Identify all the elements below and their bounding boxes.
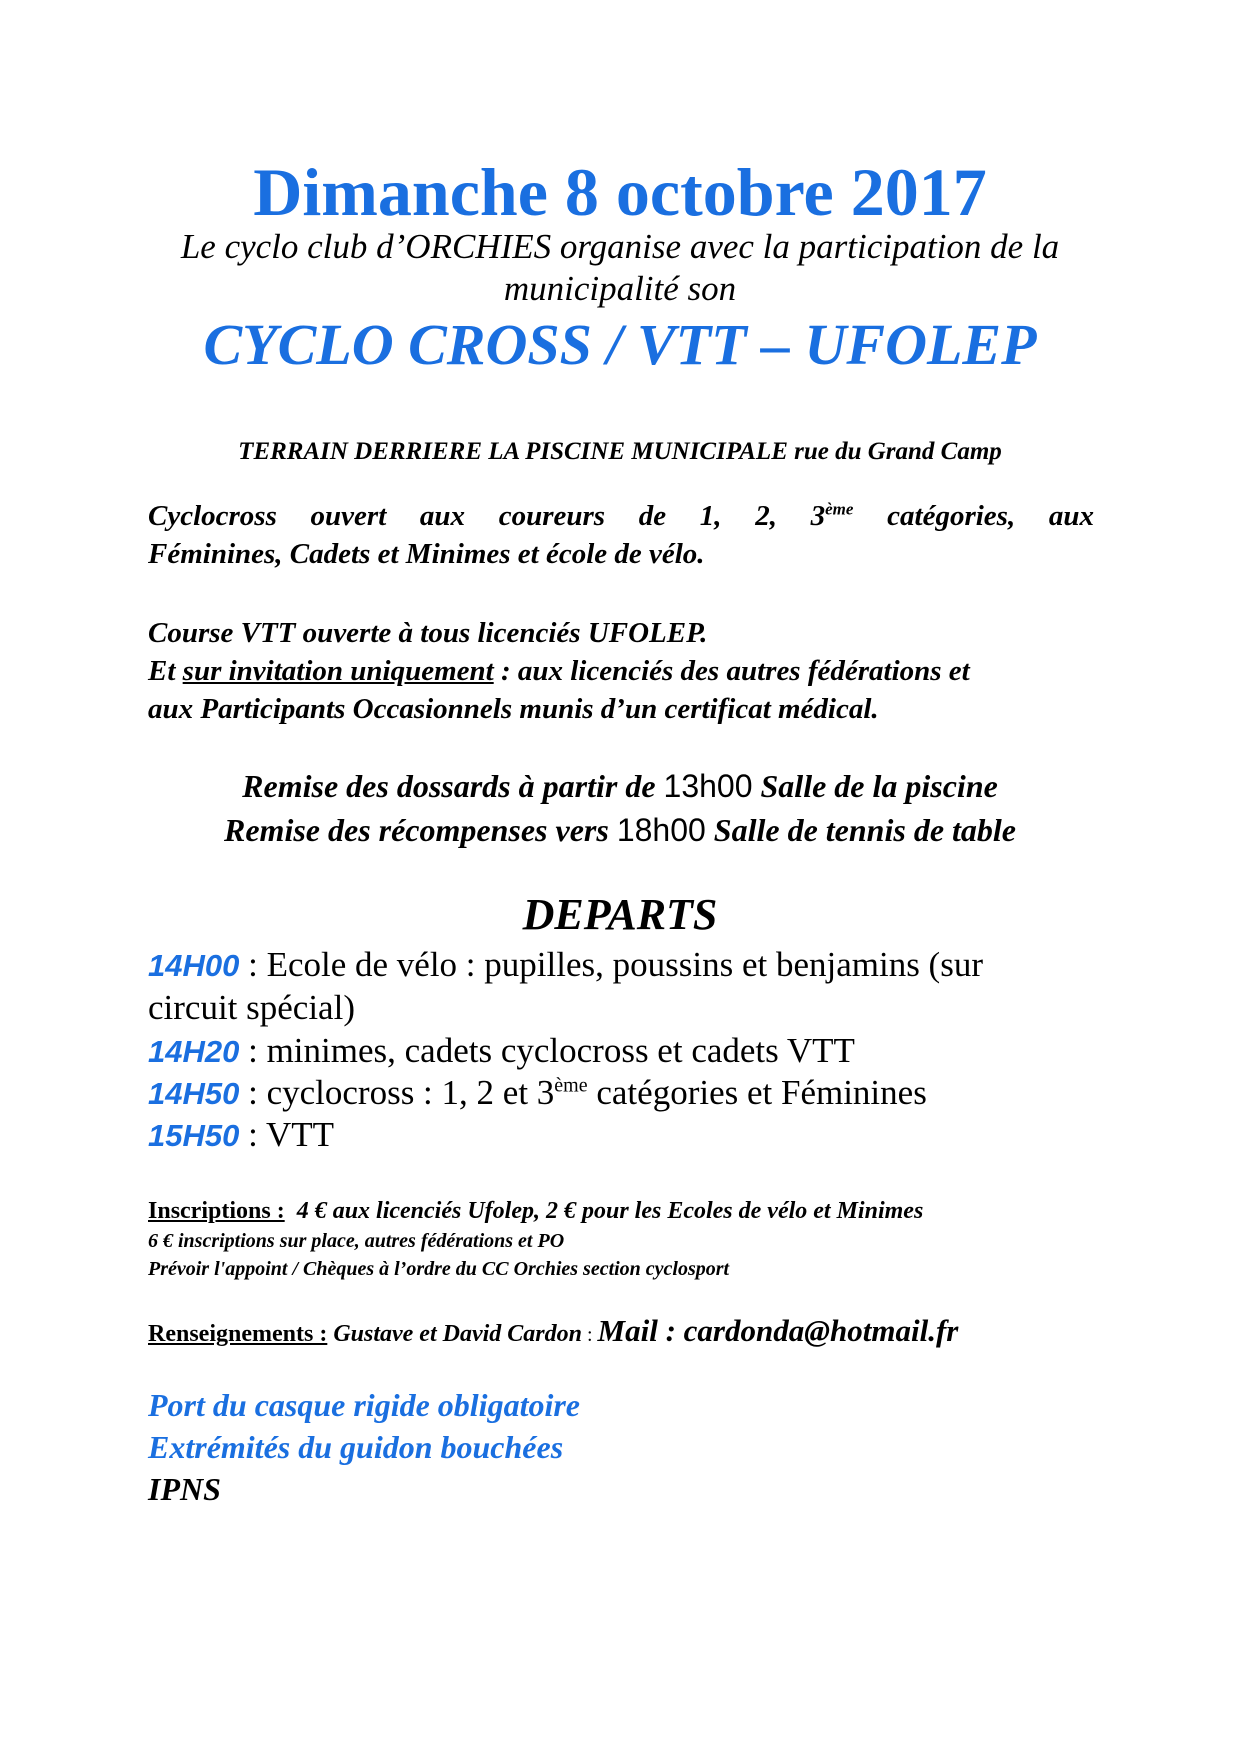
inscriptions-line-1: Inscriptions : 4 € aux licenciés Ufolep, 2 € pour les Ecoles de vélo et Minimes [148,1198,924,1224]
inscriptions-line-2: 6 € inscriptions sur place, autres fédérations et PO [148,1230,565,1252]
depart-item: 15H50 : VTT [148,1115,334,1154]
event-title: CYCLO CROSS / VTT – UFOLEP [203,312,1037,377]
depart-time: 14H00 [148,948,240,983]
contact-email: Mail : cardonda@hotmail.fr [597,1313,959,1348]
remise-recompenses: Remise des récompenses vers 18h00 Salle de tennis de table [224,812,1016,848]
depart-time: 14H50 [148,1076,240,1111]
cyclocross-line-1: Cyclocross ouvert aux coureurs de 1, 2, 3ème catégories, aux [148,499,1094,532]
vtt-line-3: aux Participants Occasionnels munis d’un certificat médical. [148,693,879,725]
rule-handlebar: Extrémités du guidon bouchées [148,1429,564,1465]
remise-dossards: Remise des dossards à partir de 13h00 Salle de la piscine [242,768,998,804]
intro-line-2: municipalité son [503,269,737,308]
depart-time: 14H20 [148,1034,240,1069]
location-line: TERRAIN DERRIERE LA PISCINE MUNICIPALE rue du Grand Camp [238,438,1002,465]
depart-item: 14H50 : cyclocross : 1, 2 et 3ème catégories et Féminines [148,1073,927,1112]
vtt-line-1: Course VTT ouverte à tous licenciés UFOLEP. [148,617,708,649]
departs-title: DEPARTS [522,890,718,939]
depart-time: 15H50 [148,1118,240,1153]
ipns-mention: IPNS [148,1471,221,1507]
renseignements-label: Renseignements : [148,1321,328,1347]
intro-line-1: Le cyclo club d’ORCHIES organise avec la participation de la [180,227,1060,266]
event-date-title: Dimanche 8 octobre 2017 [253,154,987,230]
inscriptions-label: Inscriptions : [148,1198,285,1224]
cyclocross-line-2: Féminines, Cadets et Minimes et école de vélo. [148,538,705,570]
depart-item: 14H00 : Ecole de vélo : pupilles, poussins et benjamins (sur circuit spécial) [148,945,983,1027]
vtt-line-2: Et sur invitation uniquement : aux licenciés des autres fédérations et [148,655,970,687]
renseignements-line: Renseignements : Gustave et David Cardon : Mail : cardonda@hotmail.fr [148,1313,959,1348]
intro-text [140,226,1100,310]
vtt-paragraph [148,614,1094,728]
cyclocross-paragraph [148,497,1094,573]
inscriptions-line-3: Prévoir l'appoint / Chèques à l’ordre du CC Orchies section cyclosport [148,1258,730,1280]
depart-item: 14H20 : minimes, cadets cyclocross et cadets VTT [148,1031,855,1070]
rule-helmet: Port du casque rigide obligatoire [148,1387,580,1423]
